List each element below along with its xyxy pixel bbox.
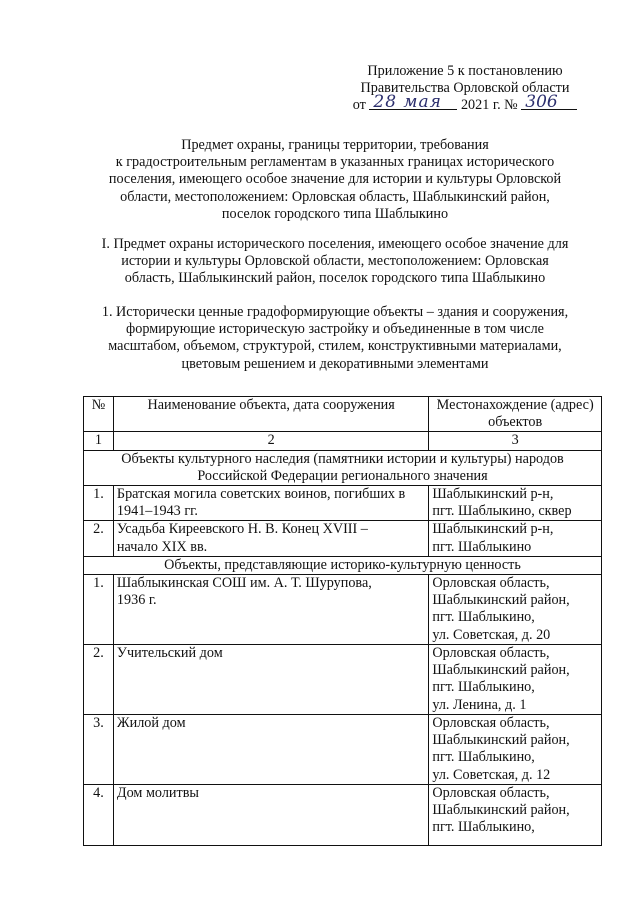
- header-location-line-2: объектов: [488, 414, 543, 431]
- row-number: 4.: [84, 785, 114, 846]
- object-name-line: Шаблыкинская СОШ им. А. Т. Шурупова,: [116, 575, 372, 592]
- object-location-line: Шаблыкинский р-н,: [432, 521, 554, 538]
- object-location: [429, 715, 602, 785]
- appendix-line-1: Приложение 5 к постановлению: [367, 63, 563, 79]
- handwritten-number: 306: [521, 95, 577, 110]
- handwritten-date: 28 мая: [369, 95, 457, 110]
- object-location-line: Орловская область,: [432, 645, 550, 662]
- section-line-1: I. Предмет охраны исторического поселения, имеющего особое значение для: [101, 236, 569, 252]
- row-number: 2.: [84, 645, 114, 715]
- row-number: 1.: [84, 486, 114, 521]
- table-row: [84, 521, 602, 556]
- object-name: [113, 785, 428, 846]
- header-location-line-1: Местонахождение (адрес): [436, 397, 594, 413]
- title-line-2: к градостроительным регламентам в указанных границах исторического: [115, 154, 555, 171]
- header-location: [429, 397, 602, 432]
- subsection-line-2: формирующие историческую застройку и объединенные в том числе: [126, 321, 544, 338]
- object-location: [429, 486, 602, 521]
- appendix-line-2: Правительства Орловской области: [360, 80, 570, 96]
- section-line-2: истории и культуры Орловской области, местоположением: Орловская: [121, 253, 549, 270]
- document-title: [75, 137, 595, 223]
- object-location-line: пгт. Шаблыкино: [432, 538, 532, 555]
- row-number: 1.: [84, 575, 114, 645]
- group-row-heritage: [84, 450, 602, 485]
- table-header-row: [84, 397, 602, 432]
- object-name: [113, 521, 428, 556]
- group-heading-valuable: Объекты, представляющие историко-культурную ценность: [84, 556, 602, 574]
- group-heritage-line-2: Российской Федерации регионального значения: [197, 467, 488, 484]
- object-location-line: пгт. Шаблыкино, сквер: [432, 503, 572, 520]
- object-location-line: Орловская область,: [432, 715, 550, 732]
- header-num: №: [84, 397, 114, 432]
- object-location: [429, 575, 602, 645]
- object-location: [429, 785, 602, 846]
- objects-table: [83, 396, 602, 846]
- object-name-line: Жилой дом: [116, 715, 186, 732]
- object-location-line: пгт. Шаблыкино,: [432, 749, 535, 766]
- column-number-row: [84, 432, 602, 450]
- object-location: [429, 521, 602, 556]
- table-row: [84, 715, 602, 785]
- object-name-line: Усадьба Киреевского Н. В. Конец XVIII –: [116, 521, 368, 538]
- group-row-valuable: [84, 556, 602, 574]
- object-name-line: Учительский дом: [116, 645, 223, 662]
- object-name-line: 1941–1943 гг.: [116, 503, 198, 520]
- object-location-line: ул. Советская, д. 20: [432, 626, 551, 643]
- title-line-1: Предмет охраны, границы территории, требования: [181, 137, 489, 153]
- object-location-line: Орловская область,: [432, 785, 550, 802]
- object-location: [429, 645, 602, 715]
- table-row: [84, 785, 602, 846]
- object-name-line: начало XIX вв.: [116, 538, 208, 555]
- from-label: от: [352, 97, 366, 113]
- object-name-line: Братская могила советских воинов, погибших в: [116, 486, 406, 503]
- object-name-line: 1936 г.: [116, 592, 157, 609]
- object-name: [113, 715, 428, 785]
- object-location-line: ул. Ленина, д. 1: [432, 696, 527, 713]
- title-line-4: области, местоположением: Орловская область, Шаблыкинский район,: [120, 188, 550, 205]
- subsection-line-3: масштабом, объемом, структурой, стилем, конструктивными материалами,: [108, 338, 562, 355]
- table-row: [84, 486, 602, 521]
- object-name: [113, 486, 428, 521]
- title-line-3: поселения, имеющего особое значение для истории и культуры Орловской: [108, 171, 562, 188]
- object-location-line: Шаблыкинский район,: [432, 732, 570, 749]
- subsection-heading: [75, 304, 595, 373]
- appendix-date-line: [330, 92, 600, 114]
- group-heading-heritage: [84, 450, 602, 485]
- appendix-header: [330, 63, 600, 114]
- object-location-line: Шаблыкинский район,: [432, 662, 570, 679]
- row-number: 3.: [84, 715, 114, 785]
- object-location-line: Шаблыкинский район,: [432, 592, 570, 609]
- section-heading: [75, 236, 595, 288]
- subsection-line-1: 1. Исторически ценные градоформирующие объекты – здания и сооружения,: [101, 304, 569, 320]
- title-line-5: поселок городского типа Шаблыкино: [221, 205, 449, 222]
- header-name: Наименование объекта, дата сооружения: [113, 397, 428, 432]
- object-location-line: пгт. Шаблыкино,: [432, 819, 535, 836]
- object-name: [113, 575, 428, 645]
- year-label: 2021 г. №: [460, 97, 518, 113]
- column-number-3: 3: [429, 432, 602, 450]
- section-line-3: область, Шаблыкинский район, поселок городского типа Шаблыкино: [124, 270, 546, 287]
- object-location-line: ул. Советская, д. 12: [432, 766, 551, 783]
- object-location-line: Орловская область,: [432, 575, 550, 592]
- column-number-1: 1: [84, 432, 114, 450]
- object-location-line: Шаблыкинский район,: [432, 802, 570, 819]
- row-number: 2.: [84, 521, 114, 556]
- group-heritage-line-1: Объекты культурного наследия (памятники истории и культуры) народов: [121, 450, 564, 467]
- column-number-2: 2: [113, 432, 428, 450]
- subsection-line-4: цветовым решением и декоративными элементами: [181, 355, 489, 372]
- table-row: [84, 645, 602, 715]
- object-location-line: Шаблыкинский р-н,: [432, 486, 554, 503]
- object-location-line: пгт. Шаблыкино,: [432, 609, 535, 626]
- table-row: [84, 575, 602, 645]
- object-name: [113, 645, 428, 715]
- object-name-line: Дом молитвы: [116, 785, 199, 802]
- object-location-line: пгт. Шаблыкино,: [432, 679, 535, 696]
